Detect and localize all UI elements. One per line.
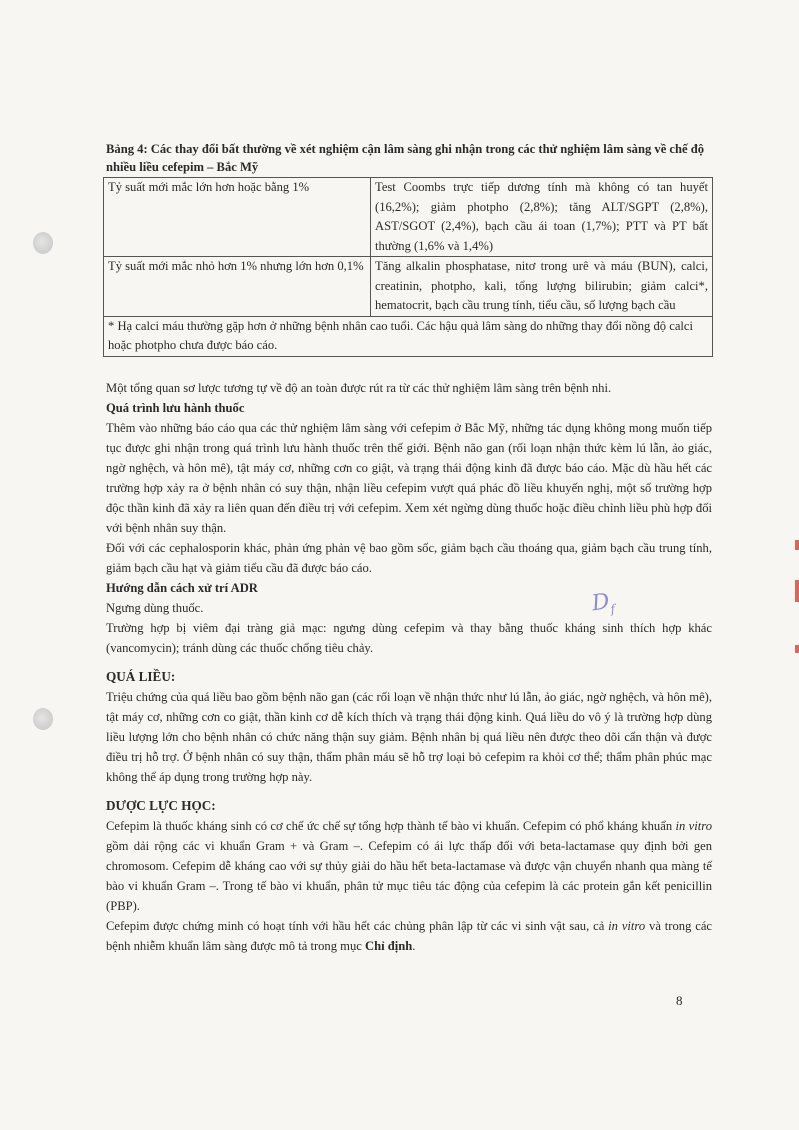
table-cell-findings: Tăng alkalin phosphatase, nitơ trong urê và máu (BUN), calci, creatinin, photpho, kali, tổng lượng bilirubin; giảm calci*, hematocrit, bạch cầu trung tính, tiểu cầu, số lượng bạch cầu — [371, 257, 713, 317]
text-run: . — [412, 939, 416, 953]
table-cell-category: Tỷ suất mới mắc nhỏ hơn 1% nhưng lớn hơn 0,1% — [104, 257, 371, 317]
pediatric-note: Một tổng quan sơ lược tương tự về độ an toàn được rút ra từ các thử nghiệm lâm sàng trên bệnh nhi. — [106, 381, 612, 395]
adr-paragraph: Ngưng dùng thuốc. — [106, 601, 204, 615]
punch-hole — [33, 232, 53, 254]
table-caption: Bảng 4: Các thay đổi bất thường về xét nghiệm cận lâm sàng ghi nhận trong các thử nghiệm lâm sàng về chế độ nhiều liều cefepim – Bắc Mỹ — [106, 142, 705, 174]
table-cell-findings: Test Coombs trực tiếp dương tính mà không có tan huyết (16,2%); giảm photpho (2,8%); tăng ALT/SGPT (2,8%), AST/SGOT (2,4%), bạch cầu ái toan (1,7%); PTT và PT bất thường (1,6% và 1,4%) — [371, 178, 713, 257]
postmarketing-paragraph: Đối với các cephalosporin khác, phản ứng phản vệ bao gồm sốc, giảm bạch cầu thoáng qua, giảm bạch cầu trung tính, giảm bạch cầu hạt và giảm tiểu cầu đã được báo cáo. — [106, 541, 712, 575]
text-run: Cefepim được chứng minh có hoạt tính với hầu hết các chủng phân lập từ các vi sinh vật sau, cả — [106, 919, 609, 933]
section-reference: Chỉ định — [365, 939, 413, 953]
adr-heading: Hướng dẫn cách xử trí ADR — [106, 581, 258, 595]
margin-mark — [795, 580, 799, 602]
lab-abnormalities-table — [103, 177, 713, 357]
table-footnote: * Hạ calci máu thường gặp hơn ở những bệnh nhân cao tuổi. Các hậu quả lâm sàng do những thay đổi nồng độ calci hoặc photpho chưa được báo cáo. — [104, 316, 713, 356]
italic-term: in vitro — [675, 819, 712, 833]
document-body — [106, 378, 712, 956]
table-row — [104, 257, 713, 317]
overdose-paragraph: Triệu chứng của quá liều bao gồm bệnh não gan (các rối loạn về nhận thức như lú lẫn, ảo giác, ngờ nghệch, và hôn mê), tật máy cơ, những cơn co giật, thần kinh cơ dễ kích thích và trạng thái động kinh. Quá liều do vô ý là trường hợp dùng liều lượng lớn cho bệnh nhân có chức năng thận suy giảm. Bệnh nhân bị quá liều nên được theo dõi cẩn thận và được điều trị hỗ trợ. Ở bệnh nhân có suy thận, thẩm phân máu sẽ hỗ trợ loại bỏ cefepim ra khỏi cơ thể; thẩm phân phúc mạc không thể áp dụng trong trường hợp này. — [106, 690, 712, 784]
punch-hole — [33, 708, 53, 730]
italic-term: in vitro — [608, 919, 646, 933]
table-row — [104, 178, 713, 257]
pharmacodynamics-paragraph — [106, 816, 712, 916]
text-run: gồm dải rộng các vi khuẩn Gram + và Gram –. Cefepim có ái lực thấp đối với beta-lactamase quy định bởi gen chromosom. Cefepim dễ kháng cao với sự thủy giải do hầu hết beta-lactamase và được vận chuyển nhanh qua màng tế bào vi khuẩn Gram –. Trong tế bào vi khuẩn, phân tử mục tiêu tác động của cefepim là các protein gắn kết penicillin (PBP). — [106, 839, 712, 913]
overdose-heading: QUÁ LIỀU: — [106, 669, 176, 684]
pharmacodynamics-heading: DƯỢC LỰC HỌC: — [106, 798, 216, 813]
table-row — [104, 316, 713, 356]
adr-paragraph: Trường hợp bị viêm đại tràng giả mạc: ngưng dùng cefepim và thay bằng thuốc kháng sinh thích hợp khác (vancomycin); tránh dùng các thuốc chống tiêu chảy. — [106, 621, 712, 655]
text-run: và trong các bệnh nhiễm khuẩn lâm sàng được mô tả trong mục — [106, 919, 713, 953]
postmarketing-heading: Quá trình lưu hành thuốc — [106, 401, 245, 415]
margin-mark — [795, 540, 799, 550]
table-cell-category: Tỷ suất mới mắc lớn hơn hoặc bằng 1% — [104, 178, 371, 257]
text-run: Cefepim là thuốc kháng sinh có cơ chế ức chế sự tổng hợp thành tế bào vi khuẩn. Cefepim có phổ kháng khuẩn — [106, 819, 676, 833]
pharmacodynamics-paragraph — [106, 916, 712, 956]
handwritten-initials: $D_f$ — [590, 589, 616, 617]
postmarketing-paragraph: Thêm vào những báo cáo qua các thử nghiệm lâm sàng với cefepim ở Bắc Mỹ, những tác dụng không mong muốn tiếp tục được ghi nhận trong quá trình lưu hành thuốc trên thế giới. Bệnh não gan (rối loạn nhận thức kèm lú lẫn, ảo giác, ngờ nghệch, và hôn mê), tật máy cơ, những cơn co giật, và trạng thái động kinh đã được báo cáo. Mặc dù hầu hết các trường hợp xảy ra ở bệnh nhân có suy thận, nhận liều cefepim vượt quá phác đồ liều khuyến nghị, một số trường hợp độc thần kinh đã xảy ra liên quan đến điều trị với cefepim. Xem xét ngừng dùng thuốc hoặc điều chỉnh liều phù hợp đối với bệnh nhân suy thận. — [106, 421, 712, 535]
page-number: 8 — [676, 993, 683, 1008]
margin-mark — [795, 645, 799, 653]
